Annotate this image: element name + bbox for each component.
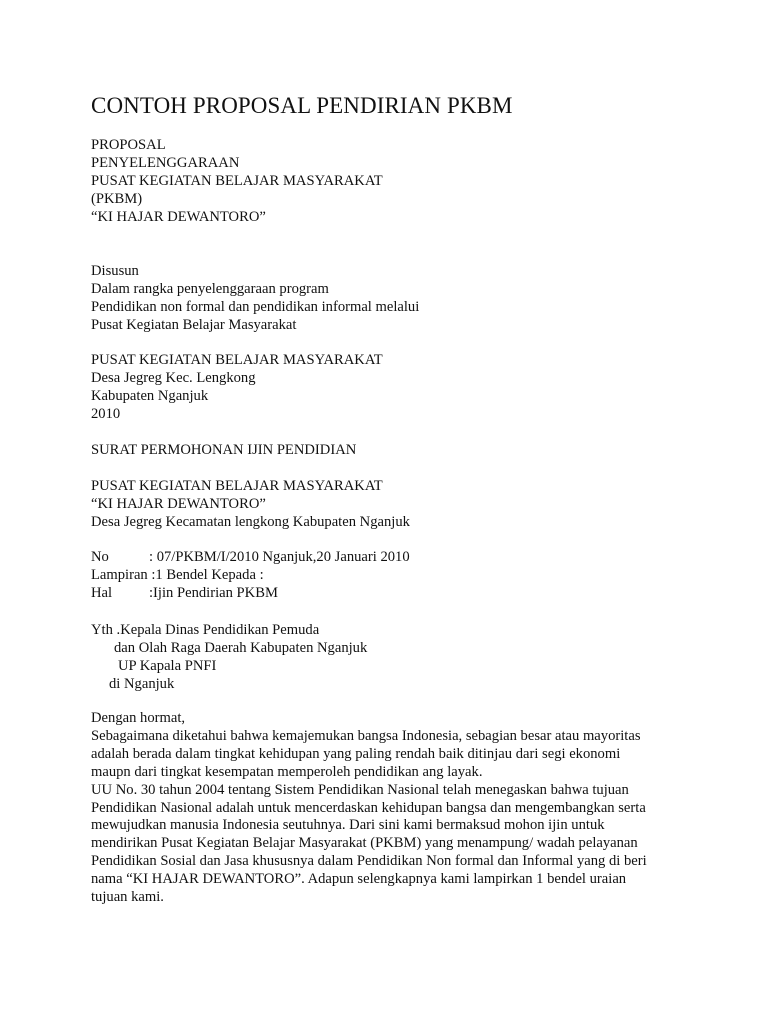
publisher-line: Desa Jegreg Kec. Lengkong — [91, 369, 256, 386]
body-line: Dengan hormat, — [91, 710, 186, 726]
body-line: mewujudkan manusia Indonesia seutuhnya. Dari sini kami bermaksud mohon ijin untuk — [91, 817, 605, 834]
letterhead-block — [91, 478, 410, 532]
cover-line: (PKBM) — [91, 190, 143, 207]
body-line: Pendidikan Nasional adalah untuk mencerdaskan kehidupan bangsa dan mengembangkan serta — [91, 799, 646, 816]
letter-title: SURAT PERMOHONAN IJIN PENDIDIAN — [91, 442, 357, 458]
cover-line: PENYELENGGARAAN — [91, 154, 240, 171]
cover-line: “KI HAJAR DEWANTORO” — [91, 208, 266, 225]
publisher-line: PUSAT KEGIATAN BELAJAR MASYARAKAT — [91, 352, 383, 368]
letterhead-line: Desa Jegreg Kecamatan lengkong Kabupaten Nganjuk — [91, 513, 410, 530]
meta-lampiran: Lampiran :1 Bendel Kepada : — [91, 566, 264, 583]
disusun-line: Disusun — [91, 263, 139, 279]
body-line: Sebagaimana diketahui bahwa kemajemukan bangsa Indonesia, sebagian besar atau mayoritas — [91, 727, 641, 744]
disusun-line: Pendidikan non formal dan pendidikan informal melalui — [91, 298, 420, 315]
recipient-line: UP Kapala PNFI — [118, 657, 217, 674]
meta-subject-label: Hal — [91, 584, 113, 601]
letter-title-block — [91, 442, 356, 460]
publisher-line: Kabupaten Nganjuk — [91, 387, 209, 404]
body-line: maupn dari tingkat kesempatan memperoleh pendidikan ang layak. — [91, 763, 483, 780]
document-title: CONTOH PROPOSAL PENDIRIAN PKBM — [91, 93, 513, 118]
recipient-block — [91, 622, 367, 694]
meta-subject-row — [91, 585, 410, 603]
meta-number-value: : 07/PKBM/I/2010 Nganjuk,20 Januari 2010 — [149, 549, 410, 565]
cover-line: PROPOSAL — [91, 137, 166, 153]
body-line: tujuan kami. — [91, 889, 164, 906]
letterhead-line: “KI HAJAR DEWANTORO” — [91, 495, 266, 512]
body-line: UU No. 30 tahun 2004 tentang Sistem Pendidikan Nasional telah menegaskan bahwa tujuan — [91, 781, 629, 798]
recipient-line: dan Olah Raga Daerah Kabupaten Nganjuk — [114, 639, 368, 656]
body-line: Pendidikan Sosial dan Jasa khususnya dalam Pendidikan Non formal dan Informal yang di beri — [91, 853, 647, 870]
body-line: adalah berada dalam tingkat kehidupan yang paling rendah baik ditinjau dari segi ekonomi — [91, 745, 621, 762]
disusun-block — [91, 263, 419, 335]
publisher-line: 2010 — [91, 405, 121, 422]
letterhead-line: PUSAT KEGIATAN BELAJAR MASYARAKAT — [91, 478, 383, 494]
body-line: mendirikan Pusat Kegiatan Belajar Masyarakat (PKBM) yang menampung/ wadah pelayanan — [91, 835, 638, 852]
meta-subject-value: :Ijin Pendirian PKBM — [149, 584, 278, 601]
cover-line: PUSAT KEGIATAN BELAJAR MASYARAKAT — [91, 172, 383, 189]
disusun-line: Dalam rangka penyelenggaraan program — [91, 280, 329, 297]
publisher-block — [91, 352, 383, 424]
disusun-line: Pusat Kegiatan Belajar Masyarakat — [91, 316, 297, 333]
recipient-line: Yth .Kepala Dinas Pendidikan Pemuda — [91, 622, 320, 638]
body-line: nama “KI HAJAR DEWANTORO”. Adapun selengkapnya kami lampirkan 1 bendel uraian — [91, 871, 627, 888]
cover-block — [91, 137, 383, 227]
recipient-line: di Nganjuk — [109, 675, 175, 692]
meta-number-row — [91, 549, 410, 567]
meta-number-label: No — [91, 549, 109, 565]
letter-meta-block — [91, 549, 410, 603]
letter-body — [91, 710, 647, 907]
